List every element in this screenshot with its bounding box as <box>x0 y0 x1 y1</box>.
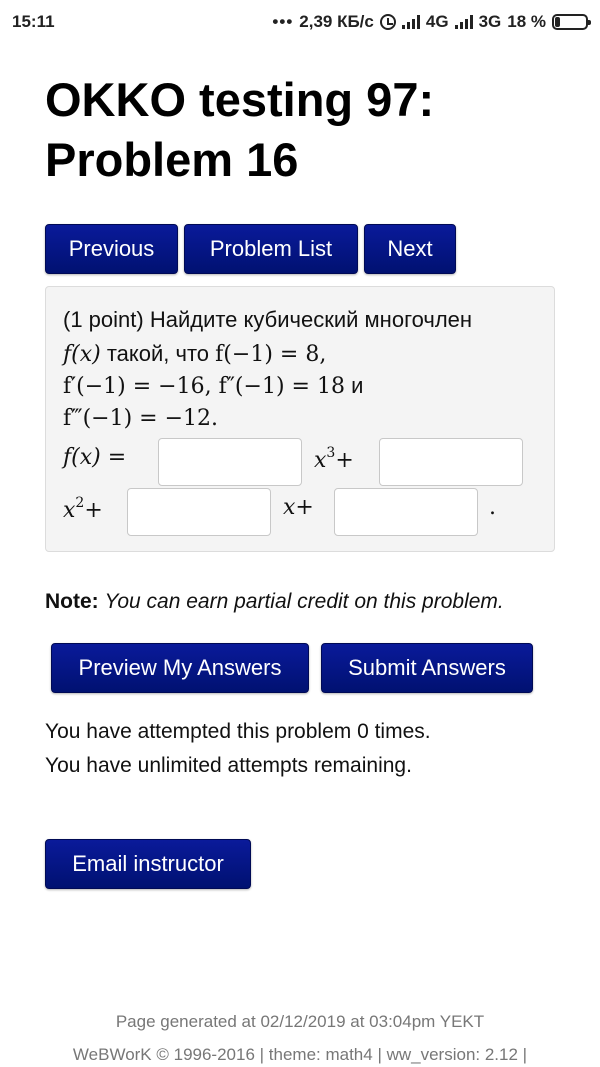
problem-line-4 <box>63 403 218 434</box>
answer-input-b[interactable] <box>379 438 523 486</box>
answer-input-c[interactable] <box>127 488 271 536</box>
note-label: Note: <box>45 590 99 613</box>
x2-label: $x^2+$ <box>63 495 103 523</box>
email-instructor-button[interactable]: Email instructor <box>45 839 251 889</box>
problem-line-3 <box>63 371 363 402</box>
footer-credits: WeBWorK © 1996-2016 | theme: math4 | ww_version: 2.12 | <box>72 1045 528 1064</box>
problem-line-2 <box>63 339 326 370</box>
previous-button[interactable]: Previous <box>45 224 178 274</box>
problem-box <box>45 286 555 552</box>
attempts-count: You have attempted this problem 0 times. <box>45 720 431 743</box>
preview-answers-button[interactable]: Preview My Answers <box>51 643 309 693</box>
battery-percent: 18 % <box>507 12 546 31</box>
math-condition-1: f(−1) = 8, <box>215 342 327 367</box>
signal-icon-2 <box>455 15 473 29</box>
attempts-remaining: You have unlimited attempts remaining. <box>45 754 412 777</box>
math-condition-2-3: f′(−1) = −16, f″(−1) = 18 <box>63 374 345 399</box>
battery-level <box>555 17 560 27</box>
submit-answers-button[interactable]: Submit Answers <box>321 643 533 693</box>
problem-list-button[interactable]: Problem List <box>184 224 358 274</box>
signal-icon <box>402 15 420 29</box>
alarm-icon <box>380 14 396 30</box>
notification-dots: ••• <box>272 12 294 31</box>
problem-intro: (1 point) Найдите кубический многочлен <box>63 307 473 332</box>
x-label: x+ <box>283 495 314 520</box>
status-indicators <box>272 12 588 32</box>
battery-icon <box>552 14 588 30</box>
note-text: You can earn partial credit on this problem. <box>104 590 504 613</box>
math-condition-4: f‴(−1) = −12. <box>63 406 219 431</box>
math-fx: f(x) <box>63 342 101 367</box>
answer-input-a[interactable] <box>158 438 302 486</box>
partial-credit-note <box>45 590 504 614</box>
x3-label: $x^3+$ <box>314 445 354 473</box>
network-type-1: 4G <box>425 12 449 31</box>
footer-generated: Page generated at 02/12/2019 at 03:04pm YEKT <box>115 1012 485 1031</box>
network-speed: 2,39 КБ/с <box>299 12 374 31</box>
status-bar <box>0 0 600 44</box>
period-label: . <box>489 495 496 520</box>
problem-text-such-that: такой, что <box>100 341 216 366</box>
problem-text-and: и <box>344 373 364 398</box>
status-time: 15:11 <box>12 12 55 31</box>
page-title: OKKO testing 97: Problem 16 <box>45 73 435 186</box>
fx-equals-label: f(x) = <box>63 445 127 470</box>
answer-input-d[interactable] <box>334 488 478 536</box>
next-button[interactable]: Next <box>364 224 456 274</box>
network-type-2: 3G <box>478 12 502 31</box>
